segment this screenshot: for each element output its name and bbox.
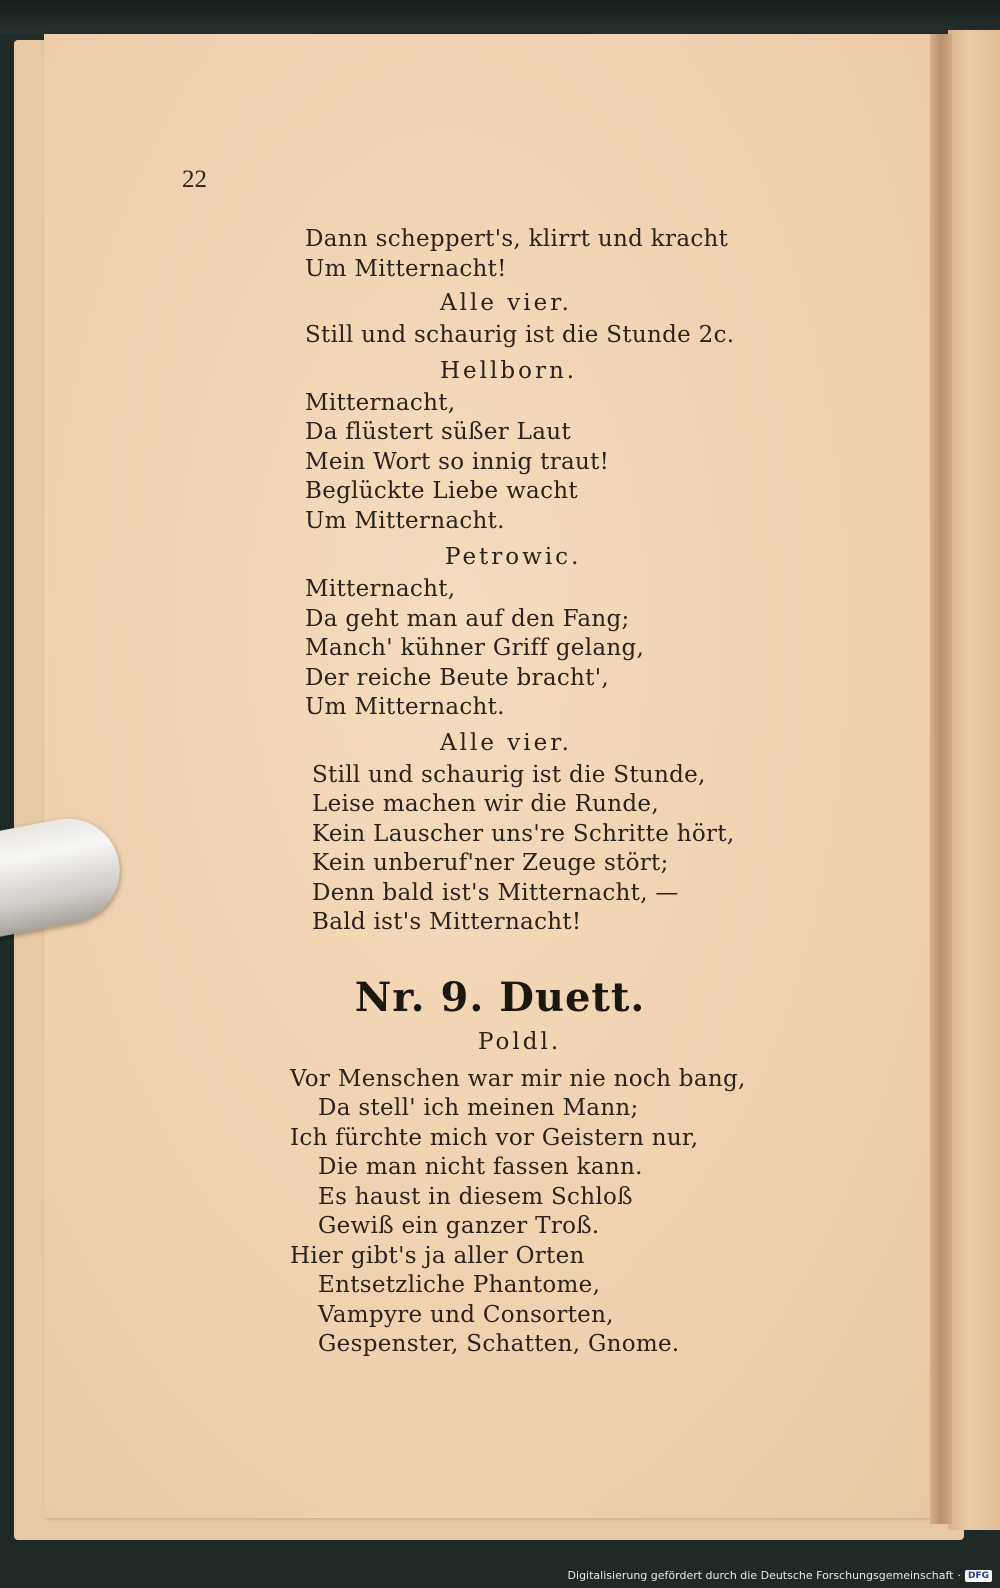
verse-line: Denn bald ist's Mitternacht, — [312, 880, 679, 906]
verse-line: Um Mitternacht. [305, 694, 505, 720]
speaker-name: Hellborn. [440, 358, 578, 384]
right-page-edge [948, 30, 1000, 1530]
speaker-name: Alle vier. [440, 290, 572, 316]
verse-line: Der reiche Beute bracht', [305, 665, 609, 691]
verse-line: Mein Wort so innig traut! [305, 449, 610, 475]
footer-text: Digitalisierung gefördert durch die Deutsche Forschungsgemeinschaft [567, 1569, 954, 1582]
verse-line: Es haust in diesem Schloß [318, 1184, 633, 1210]
verse-line: Gespenster, Schatten, Gnome. [318, 1331, 680, 1357]
page-gutter [930, 34, 952, 1524]
verse-line: Vampyre und Consorten, [318, 1302, 614, 1328]
speaker-name: Alle vier. [440, 730, 572, 756]
scan-background [0, 0, 1000, 34]
verse-line: Ich fürchte mich vor Geistern nur, [290, 1125, 699, 1151]
footer-separator: · [957, 1569, 961, 1582]
verse-line: Kein unberuf'ner Zeuge stört; [312, 850, 669, 876]
verse-line: Entsetzliche Phantome, [318, 1272, 601, 1298]
verse-line: Bald ist's Mitternacht! [312, 909, 582, 935]
verse-line: Still und schaurig ist die Stunde, [312, 762, 706, 788]
verse-line: Um Mitternacht! [305, 256, 507, 282]
verse-line: Gewiß ein ganzer Troß. [318, 1213, 600, 1239]
speaker-name: Petrowic. [445, 544, 582, 570]
verse-line: Mitternacht, [305, 576, 456, 602]
speaker-name: Poldl. [478, 1029, 562, 1055]
verse-line: Vor Menschen war mir nie noch bang, [290, 1066, 746, 1092]
verse-line: Beglückte Liebe wacht [305, 478, 578, 504]
verse-line: Die man nicht fassen kann. [318, 1154, 643, 1180]
verse-line: Leise machen wir die Runde, [312, 791, 659, 817]
verse-line: Um Mitternacht. [305, 508, 505, 534]
verse-line: Hier gibt's ja aller Orten [290, 1243, 585, 1269]
section-heading: Nr. 9. Duett. [354, 974, 646, 1021]
dfg-logo: DFG [965, 1570, 992, 1582]
verse-line: Da flüstert süßer Laut [305, 419, 571, 445]
verse-line: Da stell' ich meinen Mann; [318, 1095, 639, 1121]
verse-line: Mitternacht, [305, 390, 456, 416]
page-number: 22 [182, 166, 207, 193]
verse-line: Manch' kühner Griff gelang, [305, 635, 645, 661]
verse-line: Still und schaurig ist die Stunde 2c. [305, 322, 735, 348]
verse-line: Dann scheppert's, klirrt und kracht [305, 226, 729, 252]
digitization-footer [568, 1569, 992, 1582]
verse-line: Da geht man auf den Fang; [305, 606, 630, 632]
verse-line: Kein Lauscher uns're Schritte hört, [312, 821, 735, 847]
